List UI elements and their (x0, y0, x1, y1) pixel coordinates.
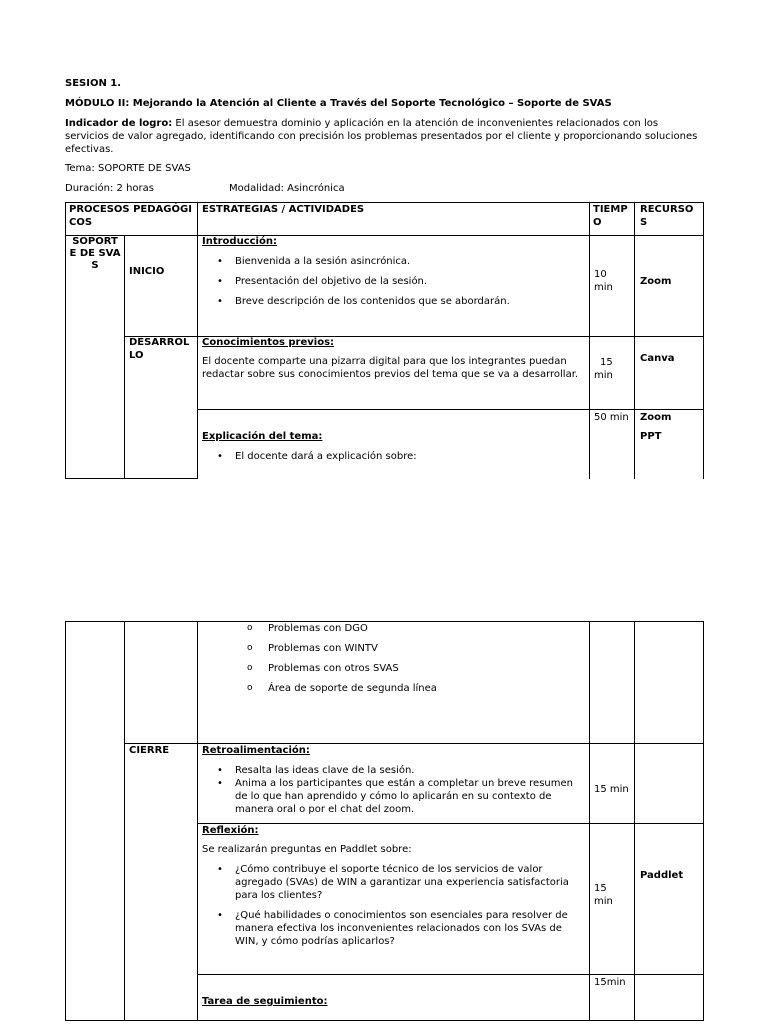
phase-cierre: CIERRE (129, 745, 170, 756)
header-estrategias: ESTRATEGIAS / ACTIVIDADES (202, 204, 365, 215)
time-reflexion: 15 min (594, 883, 613, 907)
reflection-title: Reflexión: (202, 825, 259, 836)
list-item: • ¿Qué habilidades o conocimientos son esenciales para resolver de manera efectiva los inconvenientes relacionados con los SVAs de WIN, y cómo podrías aplicarlos? (202, 909, 582, 948)
resource-zoom: Zoom (640, 412, 672, 423)
phase-inicio: INICIO (129, 266, 165, 277)
list-item: • Bienvenida a la sesión asincrónica. (202, 255, 587, 268)
header-tiempo: TIEMPO (593, 204, 628, 228)
topic-cell: SOPORTE DE SVAS (69, 236, 121, 271)
time-desarrollo: 15 min (594, 357, 613, 381)
modality-line: Modalidad: Asincrónica (229, 183, 345, 194)
list-item: • Anima a los participantes que están a completar un breve resumen de lo que han aprendido y cómo lo aplicarán en su contexto de manera oral o por el chat del zoom. (202, 777, 582, 816)
resource-inicio: Zoom (640, 276, 672, 287)
homework-title: Tarea de seguimiento: (202, 996, 328, 1007)
list-item: • Resalta las ideas clave de la sesión. (202, 764, 582, 777)
time-cierre: 15 min (594, 784, 629, 795)
time-tarea: 15min (594, 977, 626, 988)
list-item: o Área de soporte de segunda línea (197, 682, 587, 695)
phase-desarrollo: DESARROLLO (129, 337, 190, 361)
indicator-label: Indicador de logro: (65, 118, 173, 129)
list-item: • ¿Cómo contribuye el soporte técnico de los servicios de valor agregado (SVAs) de WIN a garantizar una experiencia satisfactoria para los clientes? (202, 863, 582, 902)
intro-title: Introducción: (202, 236, 277, 247)
resource-ppt: PPT (640, 431, 662, 442)
duration-line: Duración: 2 horas (65, 183, 155, 194)
prev-knowledge-title: Conocimientos previos: (202, 337, 335, 348)
list-item: o Problemas con DGO (197, 622, 587, 635)
prev-knowledge-text: El docente comparte una pizarra digital para que los integrantes puedan redactar sobre sus conocimientos previos del tema que se va a desarrollar. (202, 356, 579, 380)
list-item: • Presentación del objetivo de la sesión. (202, 275, 587, 288)
list-item: • El docente dará a explicación sobre: (202, 450, 587, 463)
session-title: SESION 1. (65, 78, 122, 89)
feedback-title: Retroalimentación: (202, 745, 310, 756)
feedback-list (202, 764, 582, 816)
resource-paddlet: Paddlet (640, 870, 684, 881)
explanation-title: Explicación del tema: (202, 431, 323, 442)
module-title: MÓDULO II: Mejorando la Atención al Cliente a Través del Soporte Tecnológico – Soporte de SVAS (65, 98, 612, 109)
achievement-indicator (65, 117, 705, 156)
resource-desarrollo: Canva (640, 353, 675, 364)
reflection-list (202, 863, 582, 948)
intro-list (202, 255, 587, 308)
explanation-sub-list (197, 622, 587, 695)
explanation-list (202, 450, 587, 463)
indicator-text: El asesor demuestra dominio y aplicación en la atención de inconvenientes relacionados con los servicios de valor agregado, identificando con precisión los problemas presentados por el cliente y proporcionando soluciones efectivas. (65, 118, 698, 155)
reflection-intro: Se realizarán preguntas en Paddlet sobre: (202, 844, 412, 855)
header-recursos: RECURSOS (640, 204, 694, 228)
list-item: o Problemas con otros SVAS (197, 662, 587, 675)
list-item: • Breve descripción de los contenidos que se abordarán. (202, 295, 587, 308)
header-procesos: PROCESOS PEDAGÓGICOS (69, 204, 192, 228)
time-explicacion: 50 min (594, 412, 629, 423)
topic-line: Tema: SOPORTE DE SVAS (65, 163, 191, 174)
list-item: o Problemas con WINTV (197, 642, 587, 655)
time-inicio: 10 min (594, 269, 613, 293)
